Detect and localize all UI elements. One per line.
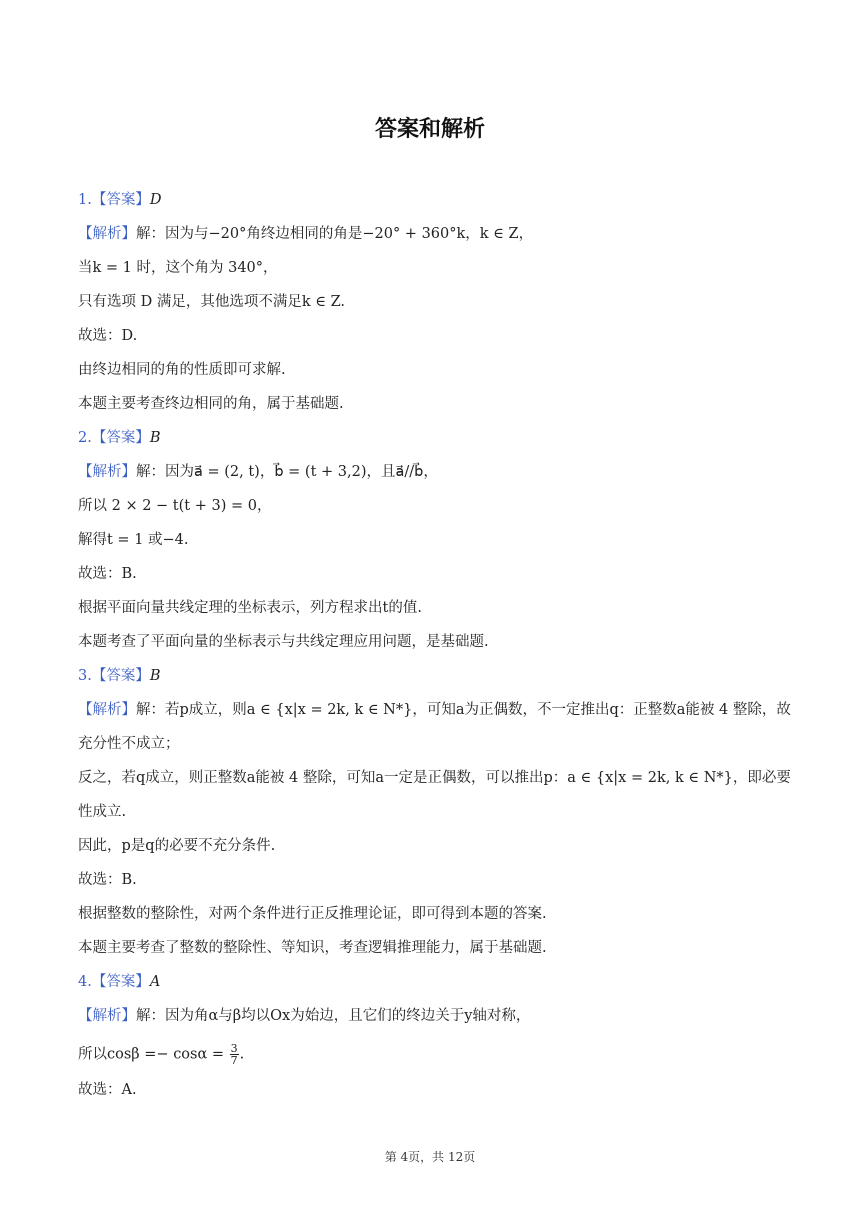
analysis-line: 故选：D. [78, 328, 138, 344]
analysis-line: 只有选项 D 满足，其他选项不满足k ∈ Z. [78, 294, 346, 310]
question-1-answer [78, 190, 790, 210]
analysis-line: 【解析】解：因为角α与β均以Ox为始边，且它们的终边关于y轴对称， [78, 1008, 531, 1024]
fraction: $\frac{3}{7}$ [230, 1042, 238, 1067]
analysis-line: 本题考查了平面向量的坐标表示与共线定理应用问题，是基础题. [78, 634, 489, 650]
analysis-line: 性成立. [78, 804, 127, 820]
question-4-answer [78, 972, 790, 992]
answer-letter: B [149, 668, 161, 684]
answer-letter: B [149, 430, 161, 446]
analysis-line: 反之，若q成立，则正整数a能被 4 整除，可知a一定是正偶数，可以推出p：a ∈ {x|x = 2k, k ∈ N*}，即必要 [78, 770, 791, 786]
analysis-line: 本题主要考查了整数的整除性、等知识，考查逻辑推理能力，属于基础题. [78, 940, 547, 956]
analysis-line: 由终边相同的角的性质即可求解. [78, 362, 286, 378]
question-number: 1. [78, 192, 92, 208]
analysis-line: 因此，p是q的必要不充分条件. [78, 838, 276, 854]
answer-tag: 【答案】 [91, 430, 150, 446]
analysis-line: 本题主要考查终边相同的角，属于基础题. [78, 396, 344, 412]
answer-tag: 【答案】 [91, 668, 150, 684]
analysis-line: 当k = 1 时，这个角为 340°， [78, 260, 278, 276]
page-footer: 第 4页，共 12页 [384, 1150, 476, 1164]
answer-tag: 【答案】 [91, 974, 150, 990]
analysis-tag: 【解析】 [78, 1008, 136, 1024]
analysis-tag: 【解析】 [78, 464, 136, 480]
analysis-line: 故选：B. [78, 566, 137, 582]
analysis-line: 充分性不成立； [78, 736, 180, 752]
analysis-line: 故选：B. [78, 872, 137, 888]
analysis-line: 【解析】解：因为a⃗ = (2, t)，b⃗ = (t + 3,2)，且a⃗//b⃗， [78, 464, 438, 480]
answer-letter: A [149, 974, 161, 990]
question-number: 3. [78, 668, 92, 684]
analysis-line: 故选：A. [78, 1082, 137, 1098]
question-number: 2. [78, 430, 92, 446]
page-title: 答案和解析 [374, 117, 485, 142]
question-2-answer [78, 428, 790, 448]
analysis-line: 【解析】解：因为与−20°角终边相同的角是−20° + 360°k，k ∈ Z， [78, 226, 534, 242]
answer-letter: D [149, 192, 162, 208]
answer-tag: 【答案】 [91, 192, 150, 208]
analysis-tag: 【解析】 [78, 226, 136, 242]
analysis-line: 根据平面向量共线定理的坐标表示，列方程求出t的值. [78, 600, 422, 616]
question-number: 4. [78, 974, 92, 990]
analysis-line: 解得t = 1 或−4. [78, 532, 189, 548]
analysis-line: 所以cosβ =− cosα = $\frac{3}{7}$ . [78, 1042, 245, 1067]
analysis-line: 所以 2 × 2 − t(t + 3) = 0， [78, 498, 272, 514]
question-3-answer [78, 666, 790, 686]
analysis-line: 【解析】解：若p成立，则a ∈ {x|x = 2k, k ∈ N*}，可知a为正偶数，不一定推出q：正整数a能被 4 整除，故 [78, 702, 791, 718]
analysis-tag: 【解析】 [78, 702, 136, 718]
analysis-line: 根据整数的整除性，对两个条件进行正反推理论证，即可得到本题的答案. [78, 906, 547, 922]
